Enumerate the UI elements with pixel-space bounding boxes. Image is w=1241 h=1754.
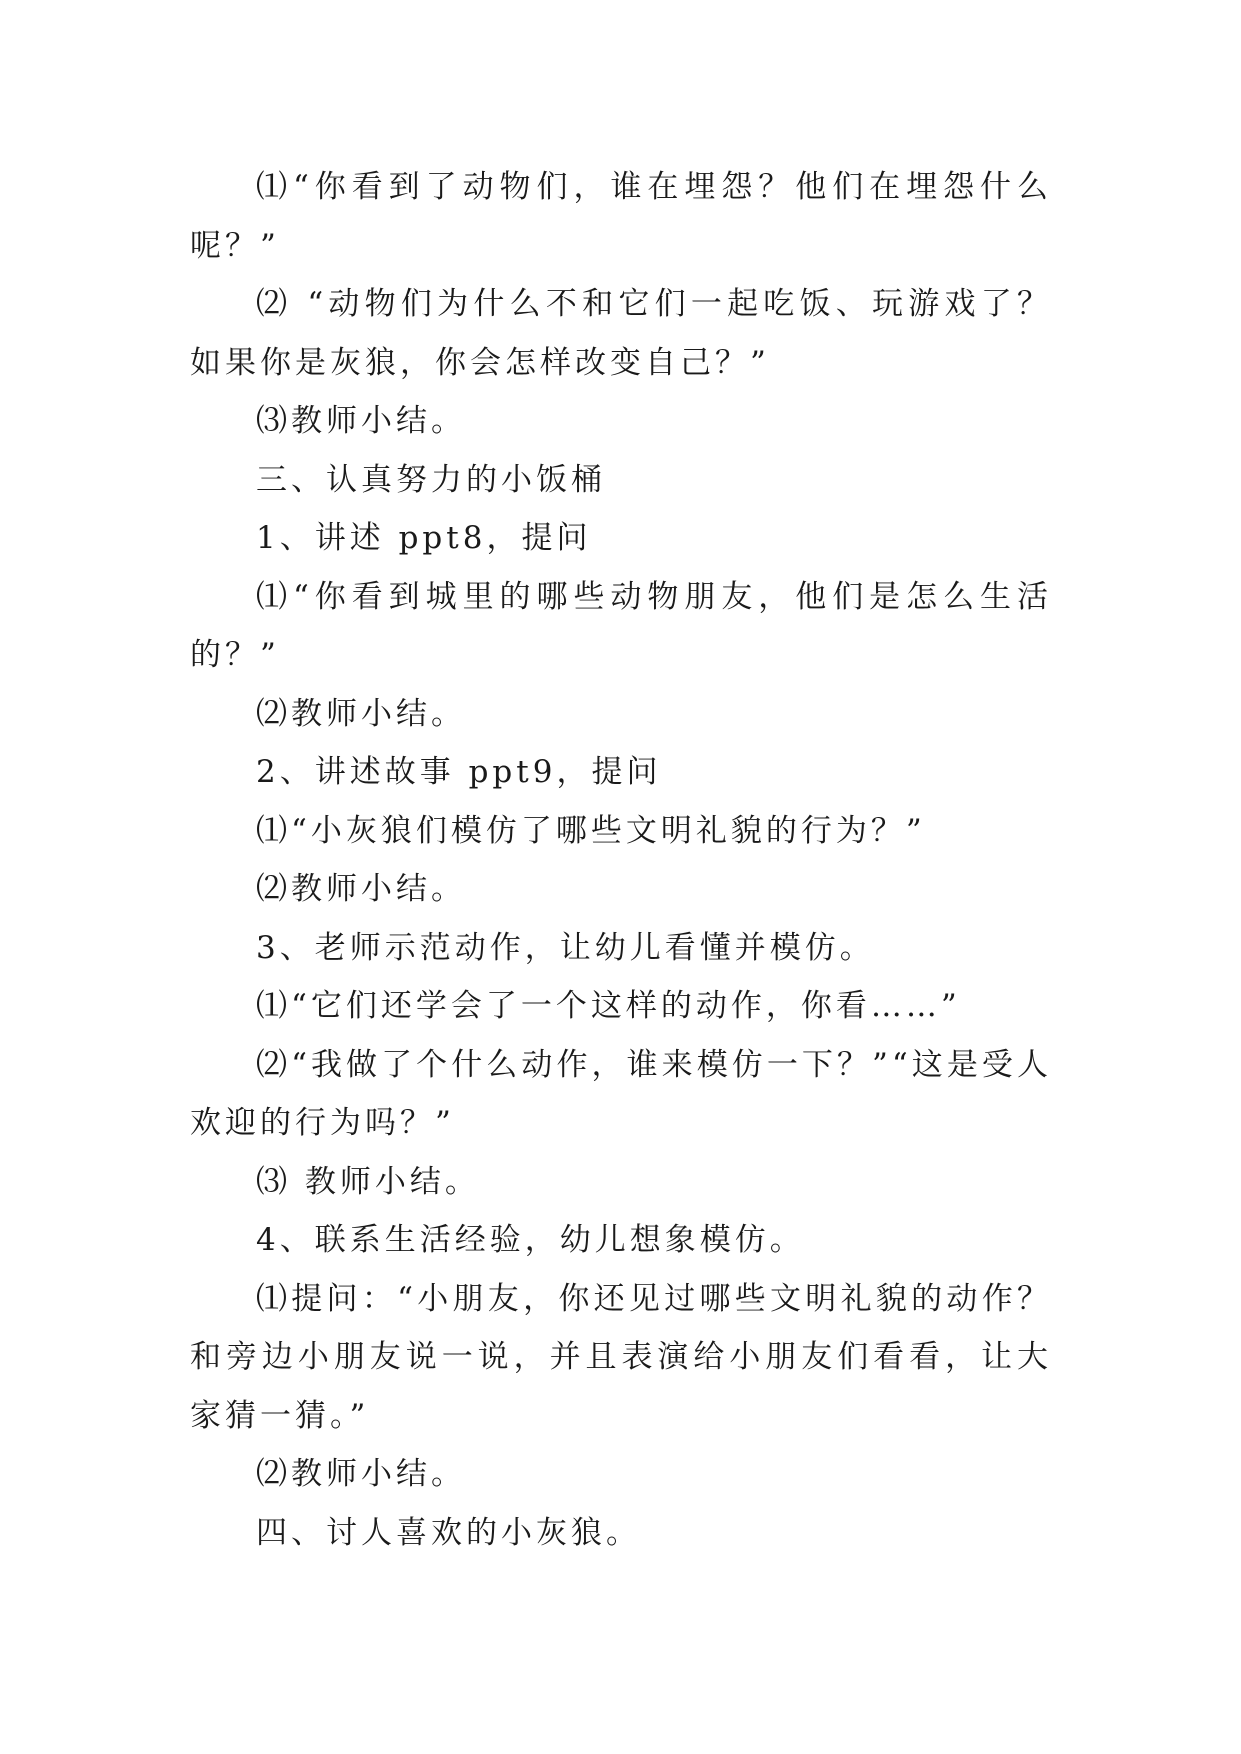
paragraph-question-2: ⑵ “动物们为什么不和它们一起吃饭、玩游戏了？如果你是灰狼，你会怎样改变自己？”: [190, 286, 1052, 381]
paragraph-summary-2: ⑵教师小结。: [256, 695, 466, 732]
paragraph-question-7: ⑴提问：“小朋友，你还见过哪些文明礼貌的动作？和旁边小朋友说一说，并且表演给小朋友们看看，让大家猜一猜。”: [190, 1280, 1052, 1434]
paragraph-question-3: ⑴“你看到城里的哪些动物朋友，他们是怎么生活的？”: [190, 578, 1052, 673]
paragraph-question-6: ⑵“我做了个什么动作，谁来模仿一下？”“这是受人欢迎的行为吗？”: [190, 1046, 1052, 1141]
document-body: [190, 158, 1052, 1562]
step-2: 2、讲述故事 ppt9，提问: [256, 754, 662, 790]
step-1: 1、讲述 ppt8，提问: [256, 520, 592, 556]
paragraph-summary-1: ⑶教师小结。: [256, 403, 466, 439]
paragraph-question-5: ⑴“它们还学会了一个这样的动作，你看……”: [256, 988, 961, 1024]
paragraph-question-4: ⑴“小灰狼们模仿了哪些文明礼貌的行为？”: [256, 812, 926, 849]
step-4: 4、联系生活经验，幼儿想象模仿。: [256, 1222, 805, 1258]
paragraph-summary-5: ⑵教师小结。: [256, 1456, 466, 1492]
paragraph-question-1: ⑴“你看到了动物们，谁在埋怨？他们在埋怨什么呢？”: [190, 169, 1052, 264]
paragraph-summary-4: ⑶ 教师小结。: [256, 1163, 480, 1200]
section-heading-3: 三、认真努力的小饭桶: [256, 461, 606, 498]
section-heading-4: 四、讨人喜欢的小灰狼。: [256, 1514, 641, 1551]
paragraph-summary-3: ⑵教师小结。: [256, 871, 466, 907]
step-3: 3、老师示范动作，让幼儿看懂并模仿。: [256, 929, 875, 966]
